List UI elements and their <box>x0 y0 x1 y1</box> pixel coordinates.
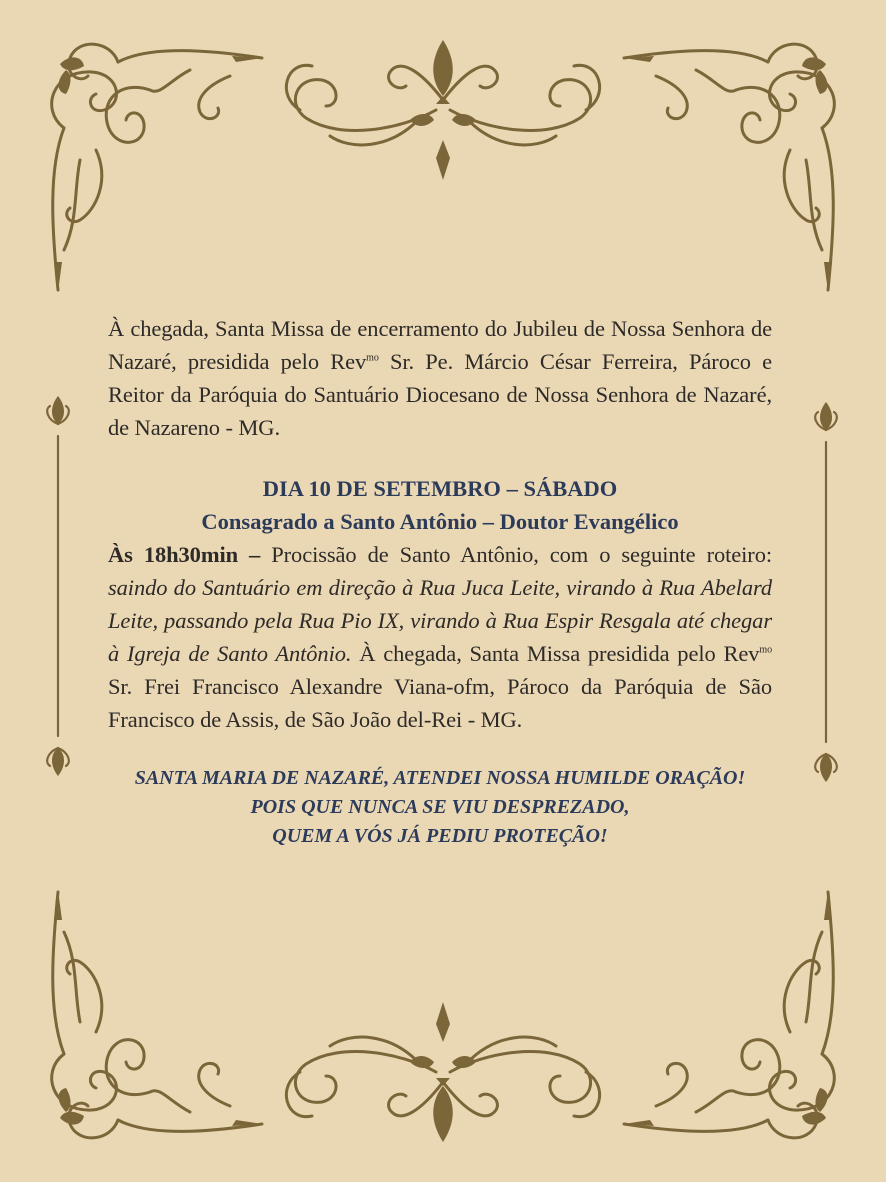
prayer-line: SANTA MARIA DE NAZARÉ, ATENDEI NOSSA HUMILDE ORAÇÃO! <box>134 767 746 789</box>
day-title: DIA 10 DE SETEMBRO – SÁBADO <box>262 476 618 501</box>
main-content <box>108 312 772 851</box>
mass-text-continued: Sr. Frei Francisco Alexandre Viana-ofm, Pároco da Paróquia de São Francisco de Assis, de São João del-Rei - MG. <box>108 674 772 732</box>
prayer-line: POIS QUE NUNCA SE VIU DESPREZADO, <box>250 796 630 818</box>
route-text: saindo do Santuário em direção à Rua Juca Leite, virando à Rua Abelard Leite, passando pela Rua Pio IX, virando à Rua Espir Resgala até chegar à Igreja de Santo Antônio. <box>108 575 772 666</box>
time-label: Às 18h30min – <box>108 542 261 567</box>
intro-paragraph <box>108 312 772 444</box>
rev-superscript: mo <box>759 644 772 656</box>
mass-text: À chegada, Santa Missa presidida pelo Rev <box>351 641 760 666</box>
prayer-line: QUEM A VÓS JÁ PEDIU PROTEÇÃO! <box>272 825 608 847</box>
intro-text: À chegada, Santa Missa de encerramento do Jubileu de Nossa Senhora de Nazaré, presidida pelo Rev <box>108 316 772 374</box>
rev-superscript: mo <box>366 352 379 364</box>
day-paragraph <box>108 538 772 736</box>
event-text: Procissão de Santo Antônio, com o seguinte roteiro: <box>260 542 772 567</box>
intro-text-continued: Sr. Pe. Márcio César Ferreira, Pároco e Reitor da Paróquia do Santuário Diocesano de Nossa Senhora de Nazaré, de Nazareno - MG. <box>108 349 772 440</box>
day-subtitle: Consagrado a Santo Antônio – Doutor Evangélico <box>201 509 679 534</box>
